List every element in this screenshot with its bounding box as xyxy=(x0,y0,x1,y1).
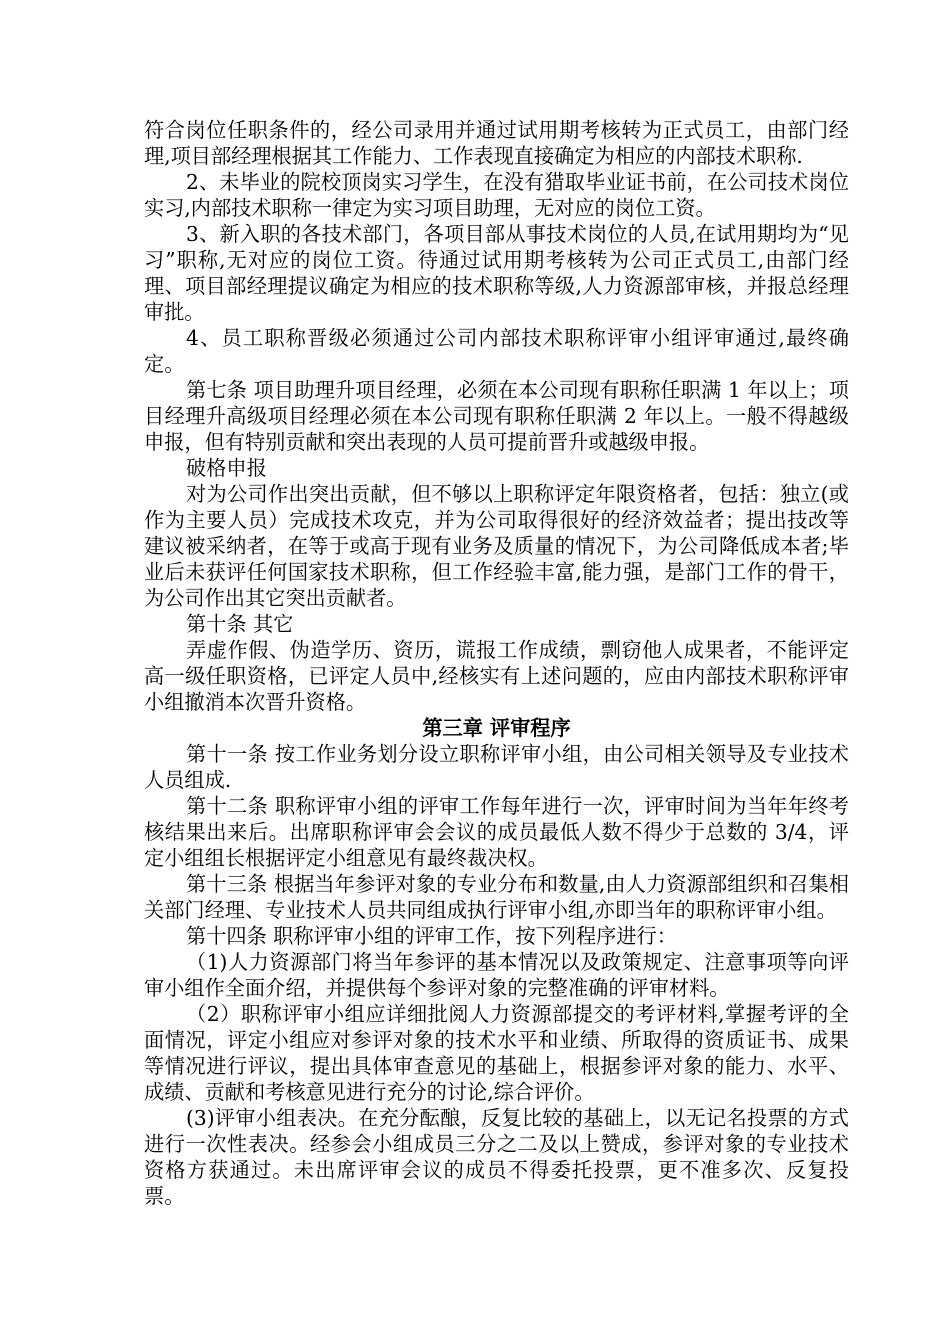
paragraph-exceptional-application: 破格申报 xyxy=(186,456,267,480)
paragraph-item-3-new-hires: 3、新入职的各技术部门，各项目部从事技术岗位的人员,在试用期均为“见习”职称,无对应的岗位工资。待通过试用期考核转为公司正式员工,由部门经理、项目部经理提议确定为相应的技术职称等级,人力资源部审核，并报总经理审批。 xyxy=(144,222,849,324)
paragraph-item-4-promotion: 4、员工职称晋级必须通过公司内部技术职称评审小组评审通过,最终确定。 xyxy=(144,326,849,376)
paragraph-article-12: 第十二条 职称评审小组的评审工作每年进行一次，评审时间为当年年终考核结果出来后。出席职称评审会会议的成员最低人数不得少于总数的 3/4，评定小组组长根据评定小组意见有最终裁决权。 xyxy=(144,794,849,870)
paragraph-article-14: 第十四条 职称评审小组的评审工作，按下列程序进行： xyxy=(186,924,677,948)
paragraph-fraud-clause: 弄虚作假、伪造学历、资历，谎报工作成绩，剽窃他人成果者，不能评定高一级任职资格，已评定人员中,经核实有上述问题的，应由内部技术职称评审小组撤消本次晋升资格。 xyxy=(144,638,849,714)
chapter-heading: 第三章 评审程序 xyxy=(422,716,571,740)
paragraph-exceptional-criteria: 对为公司作出突出贡献，但不够以上职称评定年限资格者，包括：独立(或作为主要人员）完成技术攻克，并为公司取得很好的经济效益者；提出技改等建议被采纳者，在等于或高于现有业务及质量的情况下，为公司降低成本者;毕业后未获评任何国家技术职称，但工作经验丰富,能力强，是部门工作的骨干，为公司作出其它突出贡献者。 xyxy=(144,482,849,610)
paragraph-article-13: 第十三条 根据当年参评对象的专业分布和数量,由人力资源部组织和召集相关部门经理、专业技术人员共同组成执行评审小组,亦即当年的职称评审小组。 xyxy=(144,872,849,922)
paragraph-article-10: 第十条 其它 xyxy=(186,612,294,636)
paragraph-procedure-3: (3)评审小组表决。在充分酝酿，反复比较的基础上，以无记名投票的方式进行一次性表决。经参会小组成员三分之二及以上赞成，参评对象的专业技术资格方获通过。未出席评审会议的成员不得委托投票，更不准多次、反复投票。 xyxy=(144,1106,849,1208)
paragraph-item-2-interns: 2、未毕业的院校顶岗实习学生，在没有猎取毕业证书前，在公司技术岗位实习,内部技术职称一律定为实习项目助理，无对应的岗位工资。 xyxy=(144,170,849,220)
paragraph-article-11: 第十一条 按工作业务划分设立职称评审小组，由公司相关领导及专业技术人员组成. xyxy=(144,742,849,792)
paragraph-article-7: 第七条 项目助理升项目经理，必须在本公司现有职称任职满 1 年以上；项目经理升高级项目经理必须在本公司现有职称任职满 2 年以上。一般不得越级申报，但有特别贡献和突出表现的人员可提前晋升或越级申报。 xyxy=(144,378,849,454)
document-body xyxy=(144,117,849,1209)
paragraph-procedure-2: （2）职称评审小组应详细批阅人力资源部提交的考评材料,掌握考评的全面情况，评定小组应对参评对象的技术水平和业绩、所取得的资质证书、成果等情况进行评议，提出具体审查意见的基础上，根据参评对象的能力、水平、成绩、贡献和考核意见进行充分的讨论,综合评价。 xyxy=(144,1002,849,1104)
paragraph-position-requirements: 符合岗位任职条件的，经公司录用并通过试用期考核转为正式员工，由部门经理,项目部经理根据其工作能力、工作表现直接确定为相应的内部技术职称. xyxy=(144,118,849,168)
paragraph-procedure-1: （1)人力资源部门将当年参评的基本情况以及政策规定、注意事项等向评审小组作全面介绍，并提供每个参评对象的完整准确的评审材料。 xyxy=(144,950,849,1000)
